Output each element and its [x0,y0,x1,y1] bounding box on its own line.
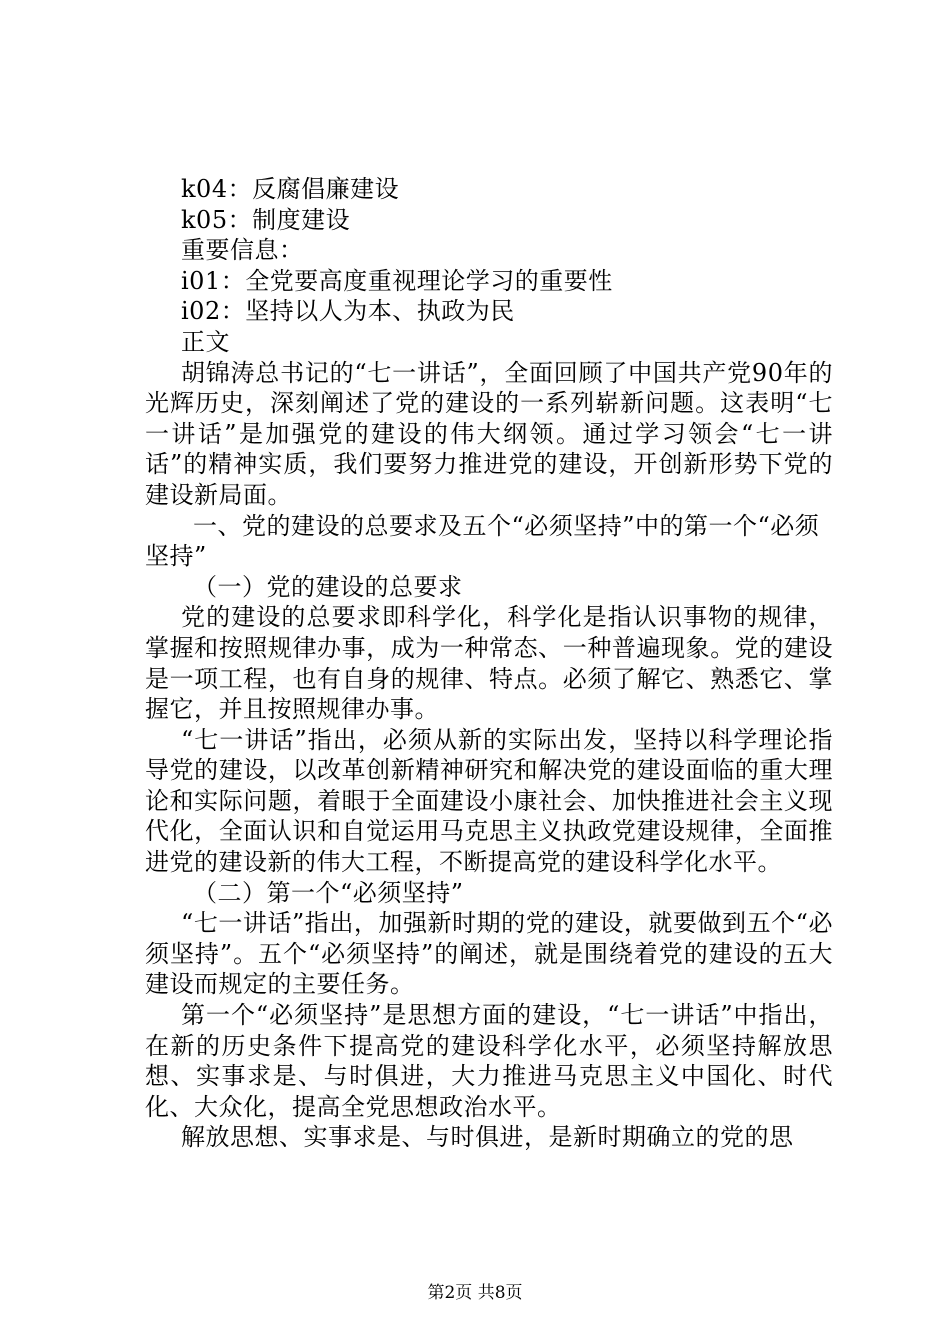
intro-paragraph: 胡锦涛总书记的“七一讲话”，全面回顾了中国共产党90年的光辉历史，深刻阐述了党的建设的一系列崭新问题。这表明“七一讲话”是加强党的建设的伟大纲领。通过学习领会“七一讲话”的精神实质，我们要努力推进党的建设，开创新形势下党的建设新局面。 [145,358,833,509]
subsection-1-heading: （一）党的建设的总要求 [193,572,463,601]
subsection-1-paragraph-2: “七一讲话”指出，必须从新的实际出发，坚持以科学理论指导党的建设，以改革创新精神研究和解决党的建设面临的重大理论和实际问题，着眼于全面建设小康社会、加快推进社会主义现代化，全面认识和自觉运用马克思主义执政党建设规律，全面推进党的建设新的伟大工程，不断提高党的建设科学化水平。 [145,725,833,877]
meta-line-k05: k05：制度建设 [181,205,351,234]
document-body [145,174,833,1153]
subsection-2-paragraph-1: “七一讲话”指出，加强新时期的党的建设，就要做到五个“必须坚持”。五个“必须坚持”的阐述，就是围绕着党的建设的五大建设而规定的主要任务。 [145,909,833,999]
subsection-2-heading: （二）第一个“必须坚持” [193,878,464,907]
subsection-2-paragraph-3: 解放思想、实事求是、与时俱进，是新时期确立的党的思 [181,1123,794,1152]
subsection-2-paragraph-2: 第一个“必须坚持”是思想方面的建设，“七一讲话”中指出，在新的历史条件下提高党的建设科学化水平，必须坚持解放思想、实事求是、与时俱进，大力推进马克思主义中国化、时代化、大众化，提高全党思想政治水平。 [145,1001,833,1121]
meta-line-k04: k04：反腐倡廉建设 [181,175,400,203]
page-footer: 第2页 共8页 [427,1283,523,1303]
section-1-heading: 一、党的建设的总要求及五个“必须坚持”中的第一个“必须坚持” [145,511,820,571]
meta-line-body-label: 正文 [181,327,230,356]
meta-line-important-info: 重要信息： [181,236,304,265]
subsection-1-paragraph-1: 党的建设的总要求即科学化，科学化是指认识事物的规律，掌握和按照规律办事，成为一种常态、一种普遍现象。党的建设是一项工程，也有自身的规律、特点。必须了解它、熟悉它、掌握它，并且按照规律办事。 [145,603,833,724]
meta-line-i02: i02：坚持以人为本、执政为民 [181,297,515,326]
meta-line-i01: i01：全党要高度重视理论学习的重要性 [181,266,613,295]
